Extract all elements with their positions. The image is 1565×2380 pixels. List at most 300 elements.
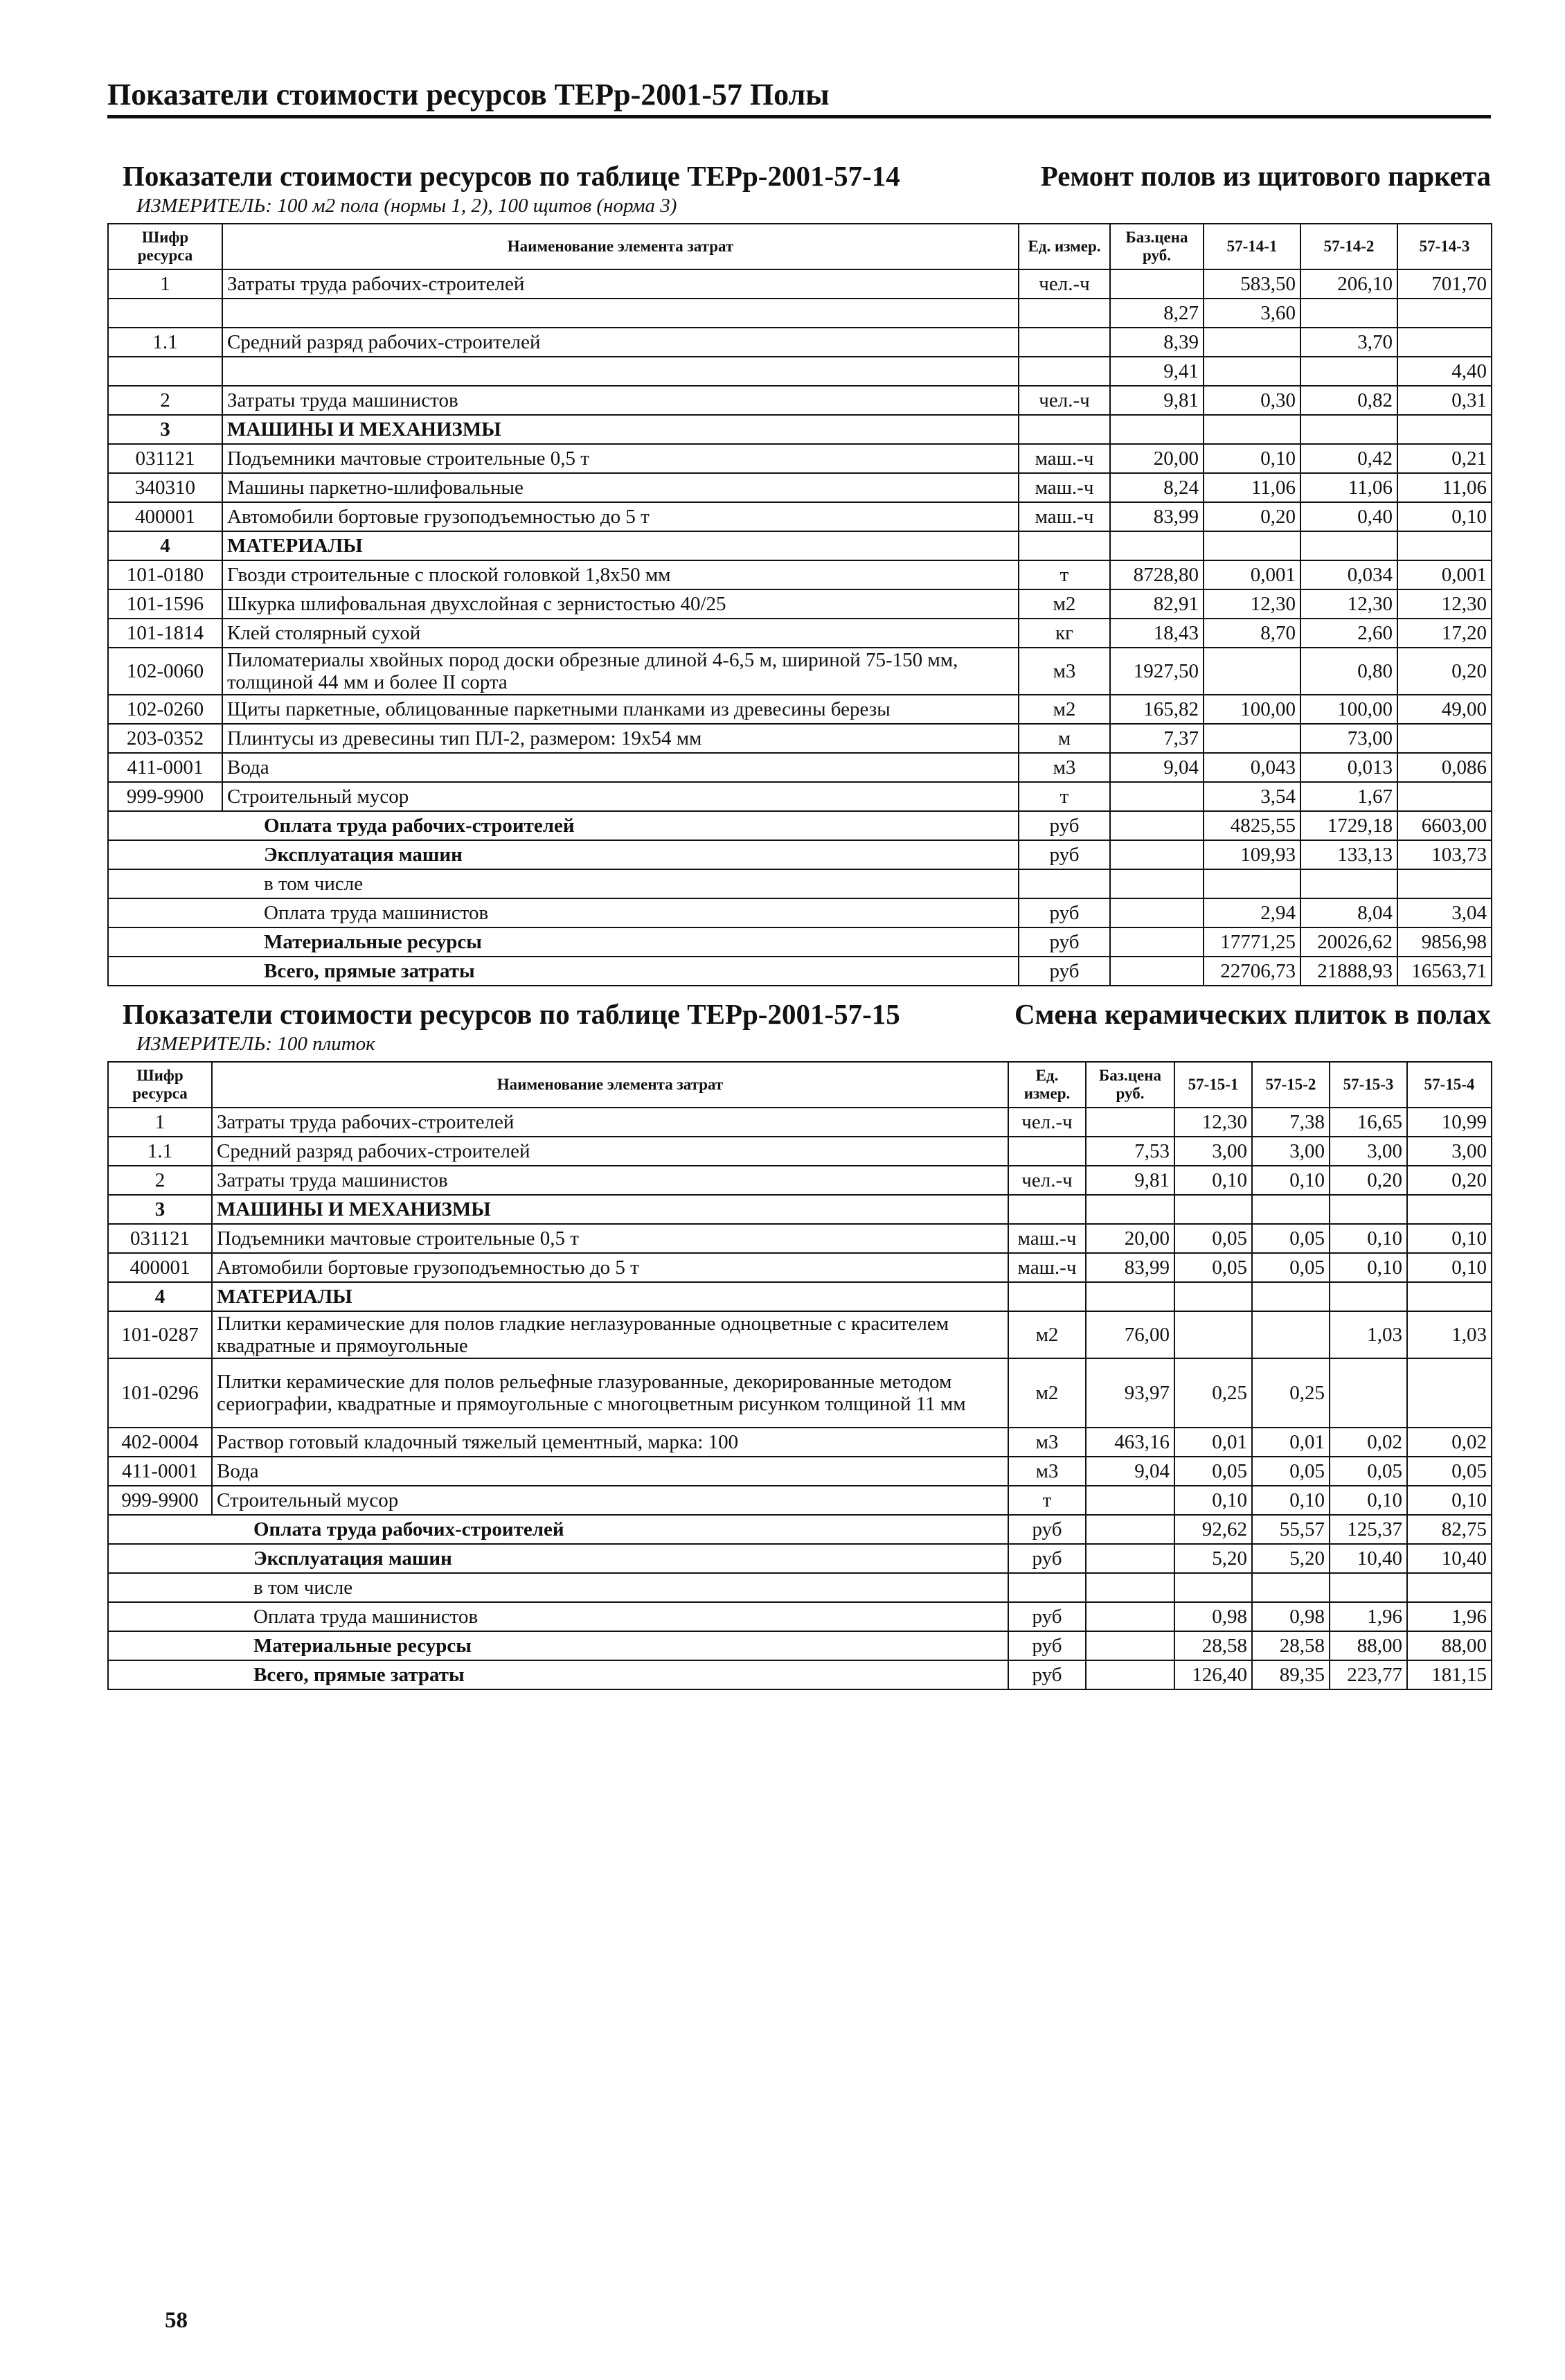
resource-unit: чел.-ч	[1008, 1108, 1086, 1137]
norm-value: 0,30	[1204, 386, 1300, 415]
summary-value: 92,62	[1174, 1515, 1252, 1544]
summary-spacer	[108, 1602, 212, 1631]
base-price: 9,04	[1110, 753, 1204, 782]
norm-value: 0,10	[1397, 502, 1492, 531]
norm-value: 100,00	[1204, 695, 1300, 724]
resource-code: 400001	[108, 502, 222, 531]
summary-value: 9856,98	[1397, 927, 1492, 957]
resource-name	[222, 299, 1019, 328]
resource-code: 4	[108, 1282, 212, 1311]
section-title-row	[107, 997, 1491, 1031]
norm-value	[1204, 648, 1300, 695]
norm-value: 49,00	[1397, 695, 1492, 724]
summary-row	[108, 957, 1492, 986]
norm-value: 0,034	[1300, 560, 1397, 589]
summary-value: 28,58	[1174, 1631, 1252, 1660]
table-row	[108, 269, 1492, 299]
table-row	[108, 1166, 1492, 1195]
resource-code: 999-9900	[108, 782, 222, 811]
resource-code: 2	[108, 1166, 212, 1195]
resource-name: Вода	[222, 753, 1019, 782]
resources-table-57-15	[107, 1061, 1492, 1690]
col-header-code: Шифр ресурса	[108, 1062, 212, 1108]
norm-value: 0,013	[1300, 753, 1397, 782]
page-header-title: Показатели стоимости ресурсов ТЕРр-2001-57 Полы	[107, 78, 830, 112]
table-row	[108, 328, 1492, 357]
table-row	[108, 502, 1492, 531]
resource-unit: кг	[1019, 619, 1110, 648]
summary-unit	[1019, 869, 1110, 898]
resource-code: 4	[108, 531, 222, 560]
table-row	[108, 299, 1492, 328]
summary-label: Оплата труда рабочих-строителей	[222, 811, 1019, 840]
norm-value: 17,20	[1397, 619, 1492, 648]
summary-row	[108, 1515, 1492, 1544]
summary-value: 20026,62	[1300, 927, 1397, 957]
summary-unit: руб	[1019, 840, 1110, 869]
resource-code: 102-0260	[108, 695, 222, 724]
summary-spacer	[108, 1631, 212, 1660]
resource-unit: чел.-ч	[1019, 269, 1110, 299]
base-price: 20,00	[1110, 444, 1204, 473]
norm-value: 0,82	[1300, 386, 1397, 415]
norm-value: 0,20	[1397, 648, 1492, 695]
norm-value: 0,20	[1330, 1166, 1407, 1195]
base-price: 463,16	[1086, 1428, 1174, 1457]
base-price	[1086, 1195, 1174, 1224]
norm-value: 0,02	[1330, 1428, 1407, 1457]
norm-value: 0,10	[1204, 444, 1300, 473]
norm-value: 73,00	[1300, 724, 1397, 753]
base-price	[1110, 782, 1204, 811]
summary-value: 28,58	[1252, 1631, 1330, 1660]
resource-unit: т	[1019, 560, 1110, 589]
resource-name: Строительный мусор	[212, 1486, 1008, 1515]
col-header-norm: 57-15-3	[1330, 1062, 1407, 1108]
resource-unit: м2	[1019, 589, 1110, 619]
resource-code: 101-1814	[108, 619, 222, 648]
norm-value: 0,10	[1330, 1253, 1407, 1282]
base-price	[1086, 1282, 1174, 1311]
norm-value	[1397, 531, 1492, 560]
resource-name: МАШИНЫ И МЕХАНИЗМЫ	[222, 415, 1019, 444]
summary-unit: руб	[1008, 1544, 1086, 1573]
summary-value: 21888,93	[1300, 957, 1397, 986]
norm-value	[1300, 299, 1397, 328]
summary-label: Эксплуатация машин	[222, 840, 1019, 869]
summary-value: 4825,55	[1204, 811, 1300, 840]
col-header-price: Баз.цена руб.	[1110, 224, 1204, 269]
base-price: 165,82	[1110, 695, 1204, 724]
norm-value: 1,03	[1330, 1311, 1407, 1358]
norm-value	[1252, 1311, 1330, 1358]
table-row	[108, 1486, 1492, 1515]
norm-value	[1407, 1282, 1492, 1311]
measure-unit: ИЗМЕРИТЕЛЬ: 100 плиток	[136, 1033, 375, 1055]
table-row	[108, 1224, 1492, 1253]
page-number: 58	[165, 2308, 188, 2333]
norm-value: 0,10	[1407, 1224, 1492, 1253]
norm-value	[1330, 1282, 1407, 1311]
section-title: Показатели стоимости ресурсов по таблице ТЕРр-2001-57-15	[123, 998, 900, 1030]
resource-unit	[1019, 531, 1110, 560]
summary-price-empty	[1110, 927, 1204, 957]
summary-label: Оплата труда рабочих-строителей	[212, 1515, 1008, 1544]
norm-value: 0,42	[1300, 444, 1397, 473]
resource-code	[108, 357, 222, 386]
norm-value	[1300, 531, 1397, 560]
summary-spacer	[108, 898, 222, 927]
resource-unit	[1008, 1195, 1086, 1224]
table-row	[108, 1282, 1492, 1311]
base-price: 9,04	[1086, 1457, 1174, 1486]
norm-value: 0,001	[1204, 560, 1300, 589]
summary-spacer	[108, 957, 222, 986]
summary-row	[108, 927, 1492, 957]
norm-value	[1397, 724, 1492, 753]
norm-value: 0,10	[1252, 1486, 1330, 1515]
resource-unit: м	[1019, 724, 1110, 753]
resource-unit	[1019, 357, 1110, 386]
resource-unit: маш.-ч	[1019, 473, 1110, 502]
header-divider	[107, 115, 1491, 118]
summary-spacer	[108, 811, 222, 840]
summary-unit: руб	[1008, 1602, 1086, 1631]
resource-code: 3	[108, 1195, 212, 1224]
resource-code: 1	[108, 269, 222, 299]
norm-value: 4,40	[1397, 357, 1492, 386]
resource-name: Клей столярный сухой	[222, 619, 1019, 648]
resource-name: МАТЕРИАЛЫ	[212, 1282, 1008, 1311]
resource-code: 340310	[108, 473, 222, 502]
base-price: 83,99	[1110, 502, 1204, 531]
norm-value	[1407, 1358, 1492, 1428]
norm-value	[1174, 1311, 1252, 1358]
resource-unit	[1019, 299, 1110, 328]
base-price: 8,39	[1110, 328, 1204, 357]
summary-value: 17771,25	[1204, 927, 1300, 957]
summary-value	[1204, 869, 1300, 898]
norm-value: 1,03	[1407, 1311, 1492, 1358]
norm-value: 583,50	[1204, 269, 1300, 299]
norm-value: 0,05	[1330, 1457, 1407, 1486]
base-price	[1110, 269, 1204, 299]
summary-spacer	[108, 869, 222, 898]
summary-spacer	[108, 1544, 212, 1573]
base-price	[1110, 415, 1204, 444]
section-57-14	[107, 159, 1491, 986]
norm-value: 0,80	[1300, 648, 1397, 695]
norm-value	[1204, 357, 1300, 386]
table-body	[108, 269, 1492, 986]
summary-label: в том числе	[212, 1573, 1008, 1602]
summary-label: Оплата труда машинистов	[222, 898, 1019, 927]
norm-value: 8,70	[1204, 619, 1300, 648]
summary-value: 10,40	[1407, 1544, 1492, 1573]
col-header-norm: 57-14-2	[1300, 224, 1397, 269]
table-row	[108, 1108, 1492, 1137]
norm-value: 0,05	[1174, 1253, 1252, 1282]
resource-unit: маш.-ч	[1008, 1253, 1086, 1282]
table-row	[108, 1358, 1492, 1428]
summary-row	[108, 1660, 1492, 1689]
norm-value: 0,25	[1174, 1358, 1252, 1428]
summary-value	[1397, 869, 1492, 898]
norm-value	[1204, 415, 1300, 444]
summary-row	[108, 811, 1492, 840]
resource-unit: м3	[1019, 648, 1110, 695]
resource-code: 101-0287	[108, 1311, 212, 1358]
summary-price-empty	[1086, 1544, 1174, 1573]
summary-value: 89,35	[1252, 1660, 1330, 1689]
table-row	[108, 619, 1492, 648]
norm-value	[1252, 1195, 1330, 1224]
norm-value: 0,02	[1407, 1428, 1492, 1457]
summary-row	[108, 1631, 1492, 1660]
resource-code: 402-0004	[108, 1428, 212, 1457]
resource-code: 2	[108, 386, 222, 415]
summary-value	[1330, 1573, 1407, 1602]
norm-value: 0,05	[1174, 1224, 1252, 1253]
summary-unit: руб	[1019, 898, 1110, 927]
summary-value: 55,57	[1252, 1515, 1330, 1544]
resource-unit: м2	[1008, 1358, 1086, 1428]
resource-name: МАШИНЫ И МЕХАНИЗМЫ	[212, 1195, 1008, 1224]
norm-value: 0,31	[1397, 386, 1492, 415]
norm-value: 0,086	[1397, 753, 1492, 782]
resource-code	[108, 299, 222, 328]
resource-unit: м3	[1008, 1457, 1086, 1486]
resource-code: 101-1596	[108, 589, 222, 619]
section-subtitle: Ремонт полов из щитового паркета	[1040, 160, 1491, 192]
summary-row	[108, 840, 1492, 869]
resource-name: МАТЕРИАЛЫ	[222, 531, 1019, 560]
norm-value: 0,20	[1204, 502, 1300, 531]
table-row	[108, 415, 1492, 444]
summary-value: 22706,73	[1204, 957, 1300, 986]
summary-price-empty	[1086, 1602, 1174, 1631]
summary-unit: руб	[1008, 1631, 1086, 1660]
norm-value: 16,65	[1330, 1108, 1407, 1137]
resource-name: Затраты труда машинистов	[222, 386, 1019, 415]
norm-value	[1330, 1195, 1407, 1224]
norm-value	[1397, 415, 1492, 444]
summary-spacer	[108, 927, 222, 957]
norm-value: 0,25	[1252, 1358, 1330, 1428]
norm-value: 11,06	[1397, 473, 1492, 502]
base-price: 82,91	[1110, 589, 1204, 619]
resource-code: 3	[108, 415, 222, 444]
resource-code: 031121	[108, 444, 222, 473]
table-row	[108, 782, 1492, 811]
resource-unit: чел.-ч	[1019, 386, 1110, 415]
resource-code: 411-0001	[108, 753, 222, 782]
summary-unit: руб	[1019, 927, 1110, 957]
resource-unit: м3	[1008, 1428, 1086, 1457]
summary-value: 2,94	[1204, 898, 1300, 927]
summary-unit: руб	[1019, 957, 1110, 986]
norm-value: 0,05	[1252, 1457, 1330, 1486]
base-price	[1086, 1108, 1174, 1137]
table-row	[108, 531, 1492, 560]
resource-name: Плитки керамические для полов рельефные глазурованные, декорированные методом сериографии, квадратные и прямоугольные с многоцветным рисунком толщиной 11 мм	[212, 1358, 1008, 1428]
norm-value: 0,05	[1252, 1224, 1330, 1253]
base-price: 93,97	[1086, 1358, 1174, 1428]
col-header-unit: Ед. измер.	[1008, 1062, 1086, 1108]
norm-value: 11,06	[1204, 473, 1300, 502]
summary-price-empty	[1086, 1573, 1174, 1602]
resource-unit: маш.-ч	[1019, 502, 1110, 531]
resource-code: 031121	[108, 1224, 212, 1253]
col-header-norm: 57-14-1	[1204, 224, 1300, 269]
norm-value: 0,10	[1252, 1166, 1330, 1195]
norm-value	[1397, 782, 1492, 811]
summary-price-empty	[1086, 1660, 1174, 1689]
col-header-norm: 57-14-3	[1397, 224, 1492, 269]
resource-code: 400001	[108, 1253, 212, 1282]
norm-value: 0,001	[1397, 560, 1492, 589]
summary-value: 8,04	[1300, 898, 1397, 927]
summary-value: 181,15	[1407, 1660, 1492, 1689]
resource-code: 999-9900	[108, 1486, 212, 1515]
summary-value: 223,77	[1330, 1660, 1407, 1689]
norm-value: 0,10	[1174, 1486, 1252, 1515]
summary-value	[1300, 869, 1397, 898]
norm-value: 0,20	[1407, 1166, 1492, 1195]
norm-value: 7,38	[1252, 1108, 1330, 1137]
summary-value	[1252, 1573, 1330, 1602]
norm-value	[1407, 1195, 1492, 1224]
norm-value: 12,30	[1300, 589, 1397, 619]
summary-label: Эксплуатация машин	[212, 1544, 1008, 1573]
summary-value: 16563,71	[1397, 957, 1492, 986]
base-price: 9,81	[1086, 1166, 1174, 1195]
norm-value: 0,40	[1300, 502, 1397, 531]
summary-label: Оплата труда машинистов	[212, 1602, 1008, 1631]
resource-unit: м2	[1008, 1311, 1086, 1358]
summary-price-empty	[1086, 1515, 1174, 1544]
col-header-price: Баз.цена руб.	[1086, 1062, 1174, 1108]
table-row	[108, 357, 1492, 386]
norm-value	[1252, 1282, 1330, 1311]
resource-unit: м2	[1019, 695, 1110, 724]
summary-value: 82,75	[1407, 1515, 1492, 1544]
norm-value: 11,06	[1300, 473, 1397, 502]
norm-value: 2,60	[1300, 619, 1397, 648]
resource-unit	[1008, 1282, 1086, 1311]
base-price: 7,37	[1110, 724, 1204, 753]
summary-row	[108, 1544, 1492, 1573]
norm-value: 0,10	[1174, 1166, 1252, 1195]
resource-code: 1.1	[108, 1137, 212, 1166]
norm-value: 3,00	[1252, 1137, 1330, 1166]
summary-value	[1407, 1573, 1492, 1602]
base-price: 7,53	[1086, 1137, 1174, 1166]
summary-spacer	[108, 840, 222, 869]
summary-value: 1,96	[1407, 1602, 1492, 1631]
summary-value: 125,37	[1330, 1515, 1407, 1544]
norm-value: 0,10	[1330, 1486, 1407, 1515]
norm-value: 0,10	[1407, 1253, 1492, 1282]
summary-value: 103,73	[1397, 840, 1492, 869]
resource-code: 411-0001	[108, 1457, 212, 1486]
summary-unit	[1008, 1573, 1086, 1602]
summary-label: Всего, прямые затраты	[212, 1660, 1008, 1689]
base-price: 8,24	[1110, 473, 1204, 502]
section-subtitle: Смена керамических плиток в полах	[1014, 998, 1491, 1030]
summary-value	[1174, 1573, 1252, 1602]
norm-value	[1204, 531, 1300, 560]
resource-unit	[1008, 1137, 1086, 1166]
resource-unit: маш.-ч	[1019, 444, 1110, 473]
resource-name: Плинтусы из древесины тип ПЛ-2, размером: 19x54 мм	[222, 724, 1019, 753]
norm-value: 206,10	[1300, 269, 1397, 299]
norm-value: 3,00	[1407, 1137, 1492, 1166]
summary-spacer	[108, 1573, 212, 1602]
table-row	[108, 444, 1492, 473]
norm-value: 10,99	[1407, 1108, 1492, 1137]
summary-value: 5,20	[1174, 1544, 1252, 1573]
summary-label: Материальные ресурсы	[222, 927, 1019, 957]
resource-name: Машины паркетно-шлифовальные	[222, 473, 1019, 502]
summary-value: 10,40	[1330, 1544, 1407, 1573]
resource-unit: м3	[1019, 753, 1110, 782]
norm-value: 3,00	[1174, 1137, 1252, 1166]
resource-unit	[1019, 415, 1110, 444]
summary-value: 109,93	[1204, 840, 1300, 869]
table-row	[108, 386, 1492, 415]
col-header-norm: 57-15-2	[1252, 1062, 1330, 1108]
summary-row	[108, 898, 1492, 927]
resource-unit: т	[1008, 1486, 1086, 1515]
summary-price-empty	[1110, 957, 1204, 986]
summary-spacer	[108, 1660, 212, 1689]
resource-name: Раствор готовый кладочный тяжелый цементный, марка: 100	[212, 1428, 1008, 1457]
col-header-name: Наименование элемента затрат	[212, 1062, 1008, 1108]
norm-value	[1397, 328, 1492, 357]
resource-unit: т	[1019, 782, 1110, 811]
table-row	[108, 724, 1492, 753]
summary-value: 5,20	[1252, 1544, 1330, 1573]
resource-code: 102-0060	[108, 648, 222, 695]
norm-value	[1204, 724, 1300, 753]
measure-unit: ИЗМЕРИТЕЛЬ: 100 м2 пола (нормы 1, 2), 100 щитов (норма 3)	[136, 195, 677, 217]
summary-label: Всего, прямые затраты	[222, 957, 1019, 986]
norm-value: 12,30	[1397, 589, 1492, 619]
summary-spacer	[108, 1515, 212, 1544]
norm-value	[1300, 415, 1397, 444]
col-header-unit: Ед. измер.	[1019, 224, 1110, 269]
col-header-code: Шифр ресурса	[108, 224, 222, 269]
resource-unit	[1019, 328, 1110, 357]
resource-name: Затраты труда рабочих-строителей	[222, 269, 1019, 299]
table-row	[108, 648, 1492, 695]
section-title: Показатели стоимости ресурсов по таблице ТЕРр-2001-57-14	[123, 160, 900, 192]
norm-value	[1397, 299, 1492, 328]
summary-value: 1,96	[1330, 1602, 1407, 1631]
resources-table-57-14	[107, 223, 1492, 986]
norm-value: 1,67	[1300, 782, 1397, 811]
resource-name: Затраты труда машинистов	[212, 1166, 1008, 1195]
norm-value: 0,05	[1252, 1253, 1330, 1282]
summary-row	[108, 1573, 1492, 1602]
resource-name	[222, 357, 1019, 386]
base-price: 18,43	[1110, 619, 1204, 648]
base-price: 83,99	[1086, 1253, 1174, 1282]
norm-value: 0,10	[1330, 1224, 1407, 1253]
resource-unit: чел.-ч	[1008, 1166, 1086, 1195]
norm-value: 0,043	[1204, 753, 1300, 782]
